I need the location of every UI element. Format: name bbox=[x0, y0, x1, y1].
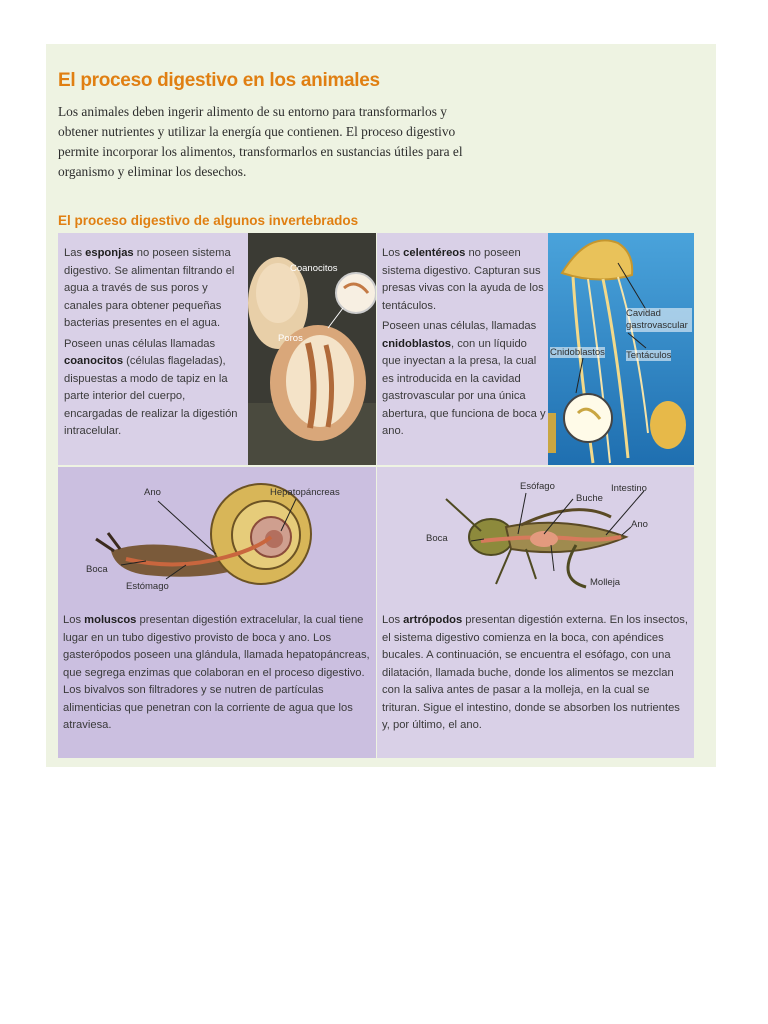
label-boca-molusco: Boca bbox=[86, 564, 108, 575]
label-esofago: Esófago bbox=[520, 481, 555, 492]
term-coanocitos: coanocitos bbox=[64, 355, 124, 367]
label-estomago: Estómago bbox=[126, 581, 169, 592]
term-artropodos: artrópodos bbox=[403, 614, 463, 626]
label-poros: Poros bbox=[278, 333, 303, 344]
term-cnidoblastos: cnidoblastos bbox=[382, 337, 451, 350]
label-molleja: Molleja bbox=[590, 577, 621, 588]
intro-paragraph: Los animales deben ingerir alimento de su entorno para transformarlos y obtener nutrientes y utilizar la energía que contienen. El proceso digestivo permite incorporar los alimentos, transformarlos en sustancias útiles para el organismo y eliminar los desechos. bbox=[58, 104, 463, 179]
jellyfish-illustration bbox=[548, 233, 694, 465]
artropodos-text: Los artrópodos presentan digestión externa. En los insectos, el sistema digestivo comienza en la boca, con apéndices bucales. A continuación, se encuentra el esófago, con una dilatación, llamada buche, donde los alimentos se mezclan con la saliva antes de pasar a la molleja, en la cual se trituran. Sigue el intestino, donde se absorben los nutrientes y, por último, el ano. bbox=[382, 614, 688, 731]
label-boca-insecto: Boca bbox=[426, 533, 448, 544]
grasshopper-illustration bbox=[426, 479, 656, 599]
label-intestino: Intestino bbox=[611, 483, 647, 494]
label-ano-molusco: Ano bbox=[144, 487, 161, 498]
esponjas-text: Las esponjas no poseen sistema digestivo. Se alimentan filtrando el agua a través de sus poros y canales para obtener pequeñas bacterias presentes en el agua. Poseen unas células llamadas coanocitos (células flageladas), dispuestas a modo de tapiz en la parte interior del cuerpo, encargadas de realizar la digestión intracelular. bbox=[64, 247, 238, 437]
celentereos-text: Los celentéreos no poseen sistema digestivo. Capturan sus presas vivas con la ayuda de los tentáculos. Poseen unas células, llamadas cnidoblastos, con un líquido que inyectan a la presa, la cual es introducida en la cavidad gastrovascular por una única abertura, que funciona de boca y ano. bbox=[382, 247, 546, 437]
textbook-page bbox=[46, 44, 716, 767]
label-buche: Buche bbox=[576, 493, 603, 504]
moluscos-text: Los moluscos presentan digestión extracelular, la cual tiene lugar en un tubo digestivo provisto de boca y ano. Los gasterópodos poseen una glándula, llamada hepatopáncreas, que segrega enzimas que colaboran en el proceso digestivo. Los bivalvos son filtradores y se nutren de partículas alimenticias que penetran con la corriente de agua que los atraviesa. bbox=[63, 614, 370, 731]
term-esponjas: esponjas bbox=[85, 247, 134, 259]
page-title: El proceso digestivo en los animales bbox=[58, 70, 380, 91]
label-coanocitos: Coanocitos bbox=[290, 263, 338, 274]
snail-illustration bbox=[86, 479, 356, 604]
label-hepatopancreas: Hepatopáncreas bbox=[270, 487, 340, 498]
label-cnidoblastos: Cnidoblastos bbox=[550, 347, 605, 358]
label-cavidad-gastrovascular: Cavidad gastrovascular bbox=[626, 308, 692, 332]
label-ano-insecto: Ano bbox=[631, 519, 648, 530]
section-subtitle: El proceso digestivo de algunos invertebrados bbox=[58, 213, 359, 228]
sponge-illustration bbox=[248, 233, 376, 465]
term-moluscos: moluscos bbox=[84, 614, 137, 626]
term-celentereos: celentéreos bbox=[403, 247, 466, 259]
label-tentaculos: Tentáculos bbox=[626, 350, 672, 361]
